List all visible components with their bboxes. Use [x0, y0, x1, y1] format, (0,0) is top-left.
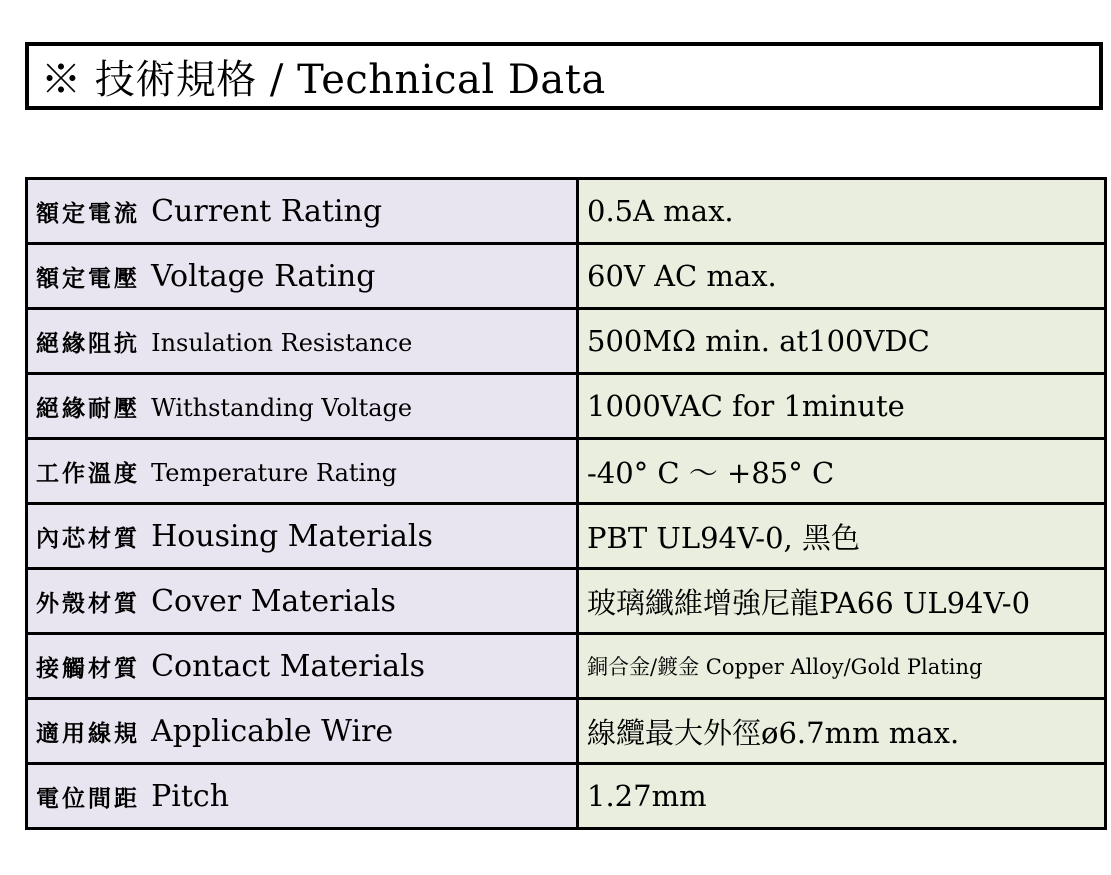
spec-label-cell [27, 569, 578, 634]
spec-value: 玻璃纖維增強尼龍PA66 UL94V-0 [587, 585, 1031, 620]
spec-value-cell [578, 374, 1106, 439]
spec-label-cell [27, 764, 578, 829]
spec-label-en: Voltage Rating [151, 258, 376, 294]
spec-label-cell [27, 504, 578, 569]
spec-label-en: Insulation Resistance [151, 328, 413, 357]
spec-label-en: Withstanding Voltage [151, 393, 413, 422]
spec-value: PBT UL94V-0, 黑色 [587, 520, 860, 555]
technical-data-table [25, 177, 1107, 830]
spec-label-zh: 絕緣耐壓 [36, 395, 140, 422]
spec-label-zh: 外殼材質 [36, 590, 140, 617]
spec-label-en: Current Rating [151, 193, 383, 229]
spec-value-cell [578, 309, 1106, 374]
spec-label-zh: 額定電壓 [36, 265, 140, 292]
spec-label-zh: 接觸材質 [36, 655, 140, 682]
spec-value-cell [578, 764, 1106, 829]
table-row [27, 374, 1106, 439]
spec-value: 500MΩ min. at100VDC [587, 324, 930, 358]
spec-label-en: Contact Materials [151, 648, 425, 684]
spec-value: -40° C ～ +85° C [587, 455, 835, 490]
spec-label-zh: 絕緣阻抗 [36, 330, 140, 357]
spec-label-en: Temperature Rating [151, 458, 398, 487]
spec-value: 0.5A max. [587, 194, 734, 228]
spec-value-cell [578, 439, 1106, 504]
spec-label-en: Applicable Wire [151, 713, 394, 749]
spec-label-zh: 適用線規 [36, 720, 140, 747]
page-title: ※ 技術規格 / Technical Data [41, 56, 606, 103]
table-row [27, 504, 1106, 569]
title-box [25, 42, 1103, 110]
spec-label-cell [27, 179, 578, 244]
spec-label-cell [27, 244, 578, 309]
spec-value: 1000VAC for 1minute [587, 389, 905, 423]
spec-value-cell [578, 244, 1106, 309]
table-row [27, 439, 1106, 504]
spec-value: 60V AC max. [587, 259, 777, 293]
table-row [27, 309, 1106, 374]
spec-value: 銅合金/鍍金 Copper Alloy/Gold Plating [587, 655, 983, 679]
table-row [27, 699, 1106, 764]
spec-label-zh: 內芯材質 [36, 525, 140, 552]
spec-label-cell [27, 699, 578, 764]
spec-value-cell [578, 569, 1106, 634]
spec-label-en: Housing Materials [151, 518, 433, 554]
spec-value: 線纜最大外徑ø6.7mm max. [587, 715, 960, 750]
spec-label-cell [27, 439, 578, 504]
spec-label-zh: 電位間距 [36, 785, 140, 812]
spec-label-en: Cover Materials [151, 583, 396, 619]
spec-label-zh: 工作溫度 [36, 460, 140, 487]
spec-value-cell [578, 699, 1106, 764]
spec-value: 1.27mm [587, 779, 707, 813]
spec-value-cell [578, 504, 1106, 569]
spec-label-cell [27, 634, 578, 699]
spec-value-cell [578, 634, 1106, 699]
table-row [27, 244, 1106, 309]
spec-label-cell [27, 374, 578, 439]
spec-label-cell [27, 309, 578, 374]
table-row [27, 634, 1106, 699]
spec-value-cell [578, 179, 1106, 244]
table-row [27, 179, 1106, 244]
spec-label-en: Pitch [151, 778, 230, 814]
table-row [27, 569, 1106, 634]
spec-label-zh: 額定電流 [36, 200, 140, 227]
table-row [27, 764, 1106, 829]
